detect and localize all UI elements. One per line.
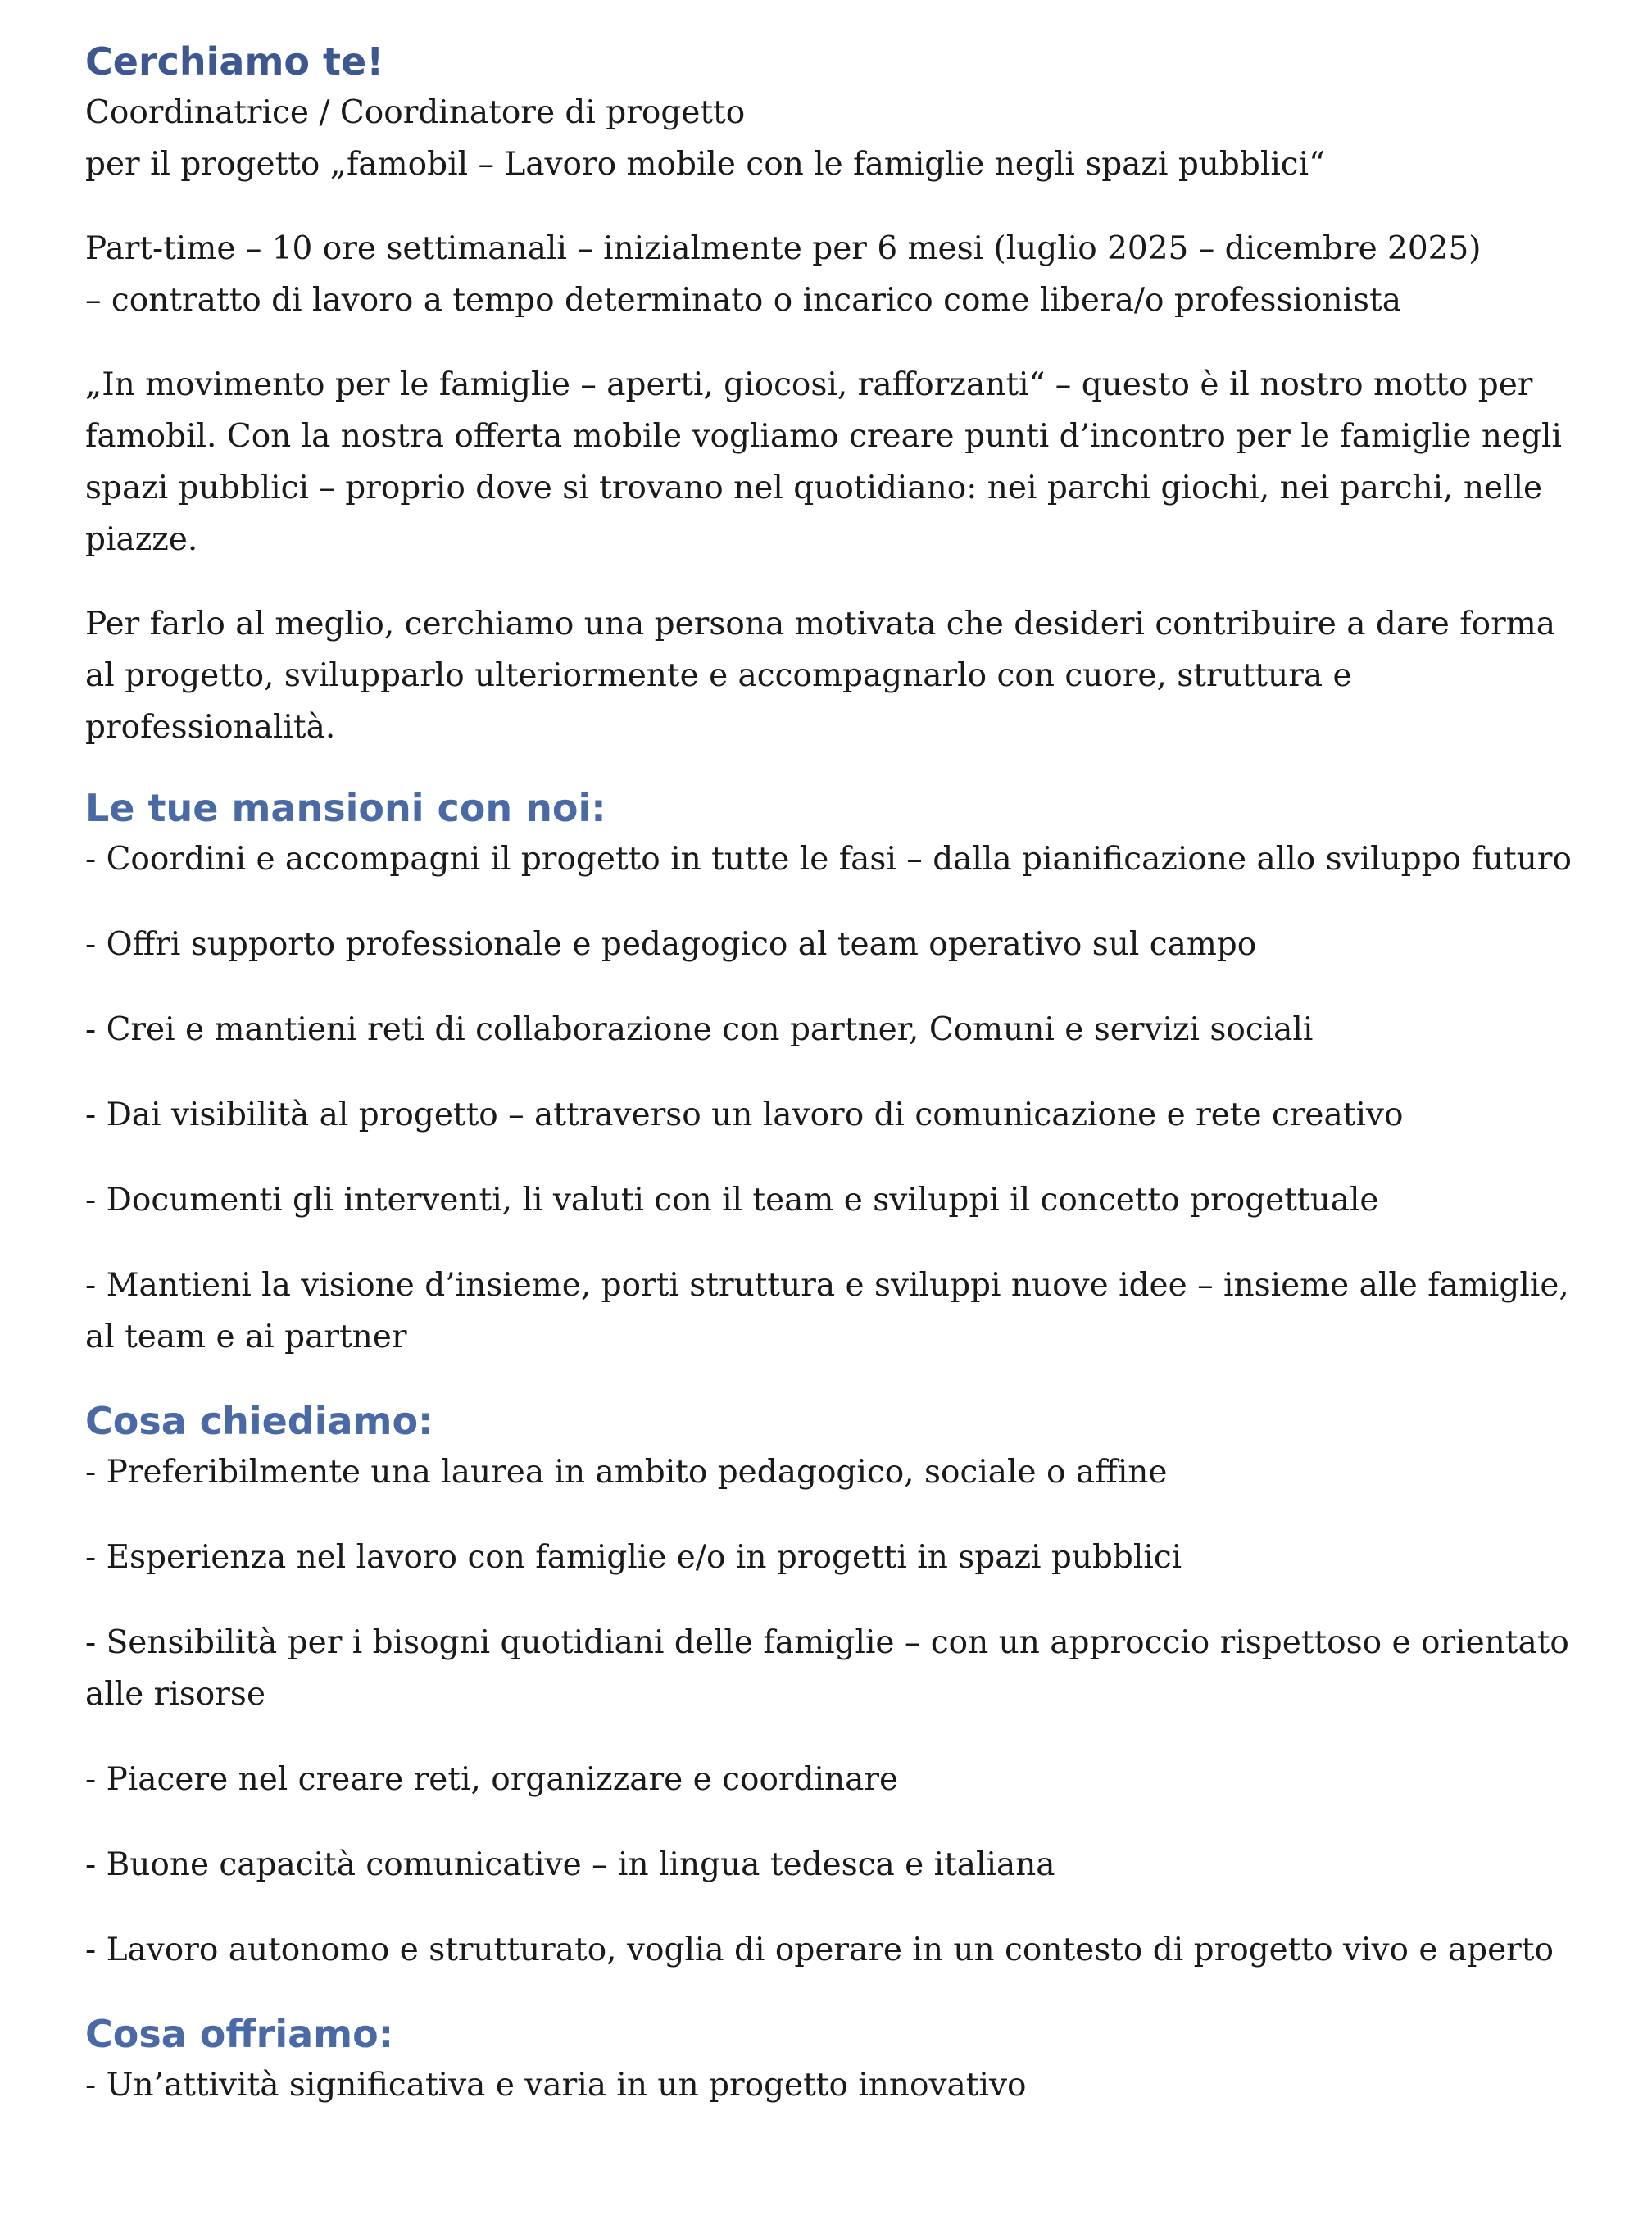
list-item: - Coordini e accompagni il progetto in tutte le fasi – dalla pianificazione allo sviluppo futuro — [85, 841, 1572, 878]
page-title: Cerchiamo te! — [85, 39, 384, 84]
intro-line-project: per il progetto „famobil – Lavoro mobile con le famiglie negli spazi pubblici“ — [85, 146, 1326, 183]
seeking-paragraph: Per farlo al meglio, cerchiamo una persona motivata che desideri contribuire a dare forma al progetto, svilupparlo ulteriormente e accompagnarlo con cuore, struttura e professionalità. — [85, 606, 1556, 746]
list-item: - Un’attività significativa e varia in un progetto innovativo — [85, 2067, 1027, 2104]
terms-line-contract: – contratto di lavoro a tempo determinato o incarico come libera/o professionista — [85, 282, 1401, 319]
tasks-list — [85, 833, 1585, 1363]
list-item: - Sensibilità per i bisogni quotidiani delle famiglie – con un approccio rispettoso e orientato alle risorse — [85, 1624, 1569, 1713]
list-item: - Buone capacità comunicative – in lingua tedesca e italiana — [85, 1846, 1055, 1883]
list-item: - Mantieni la visione d’insieme, porti struttura e sviluppi nuove idee – insieme alle famiglie, al team e ai partner — [85, 1267, 1569, 1355]
section-heading-tasks: Le tue mansioni con noi: — [85, 786, 606, 830]
intro-line-role: Coordinatrice / Coordinatore di progetto — [85, 94, 746, 131]
job-posting-document — [85, 36, 1585, 2111]
list-item: - Crei e mantieni reti di collaborazione con partner, Comuni e servizi sociali — [85, 1011, 1314, 1048]
list-item: - Lavoro autonomo e strutturato, voglia di operare in un contesto di progetto vivo e aperto — [85, 1932, 1554, 1968]
offer-list — [85, 2059, 1585, 2111]
list-item: - Dai visibilità al progetto – attraverso un lavoro di comunicazione e rete creativo — [85, 1096, 1404, 1133]
list-item: - Offri supporto professionale e pedagogico al team operativo sul campo — [85, 926, 1257, 963]
list-item: - Piacere nel creare reti, organizzare e coordinare — [85, 1761, 899, 1798]
list-item: - Esperienza nel lavoro con famiglie e/o in progetti in spazi pubblici — [85, 1539, 1182, 1576]
terms-line-hours: Part-time – 10 ore settimanali – inizialmente per 6 mesi (luglio 2025 – dicembre 2025) — [85, 230, 1482, 267]
list-item: - Documenti gli interventi, li valuti con il team e sviluppi il concetto progettuale — [85, 1182, 1379, 1219]
section-heading-offer: Cosa offriamo: — [85, 2012, 394, 2056]
list-item: - Preferibilmente una laurea in ambito pedagogico, sociale o affine — [85, 1454, 1168, 1491]
requirements-list — [85, 1446, 1585, 1976]
motto-paragraph: „In movimento per le famiglie – aperti, giocosi, rafforzanti“ – questo è il nostro motto per famobil. Con la nostra offerta mobile vogliamo creare punti d’incontro per le famiglie negli spazi pubblici – proprio dove si trovano nel quotidiano: nei parchi giochi, nei parchi, nelle piazze. — [85, 366, 1562, 558]
section-heading-requirements: Cosa chiediamo: — [85, 1399, 433, 1443]
